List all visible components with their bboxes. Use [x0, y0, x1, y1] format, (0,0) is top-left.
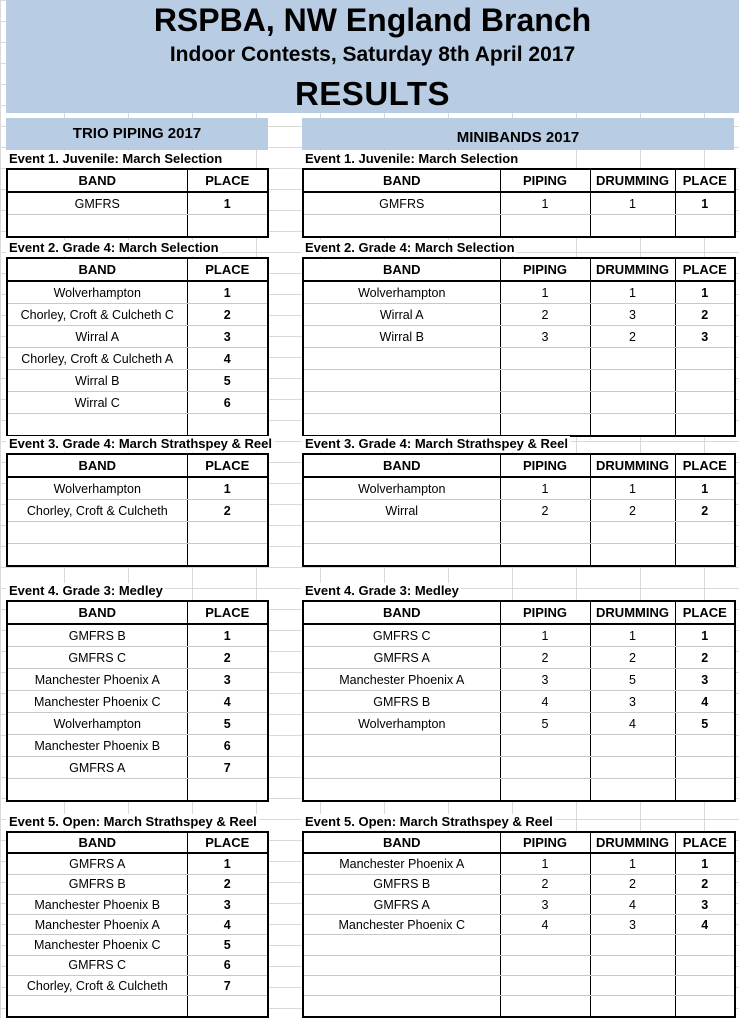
cell-piping: 1	[500, 853, 590, 874]
cell-band: GMFRS B	[7, 624, 187, 647]
table-row	[303, 779, 735, 802]
table-row	[7, 281, 268, 304]
table-row	[7, 894, 268, 914]
table-row	[7, 414, 268, 437]
cell-place: 2	[187, 500, 268, 522]
cell-place	[675, 955, 735, 975]
cell-drumming	[590, 414, 675, 437]
table-row	[303, 281, 735, 304]
table-row	[303, 735, 735, 757]
table-row	[7, 326, 268, 348]
header-place: PLACE	[187, 832, 268, 853]
header-place: PLACE	[675, 169, 735, 192]
cell-drumming: 1	[590, 477, 675, 500]
cell-band	[303, 779, 500, 802]
cell-drumming	[590, 996, 675, 1017]
header-drumming: DRUMMING	[590, 454, 675, 477]
branch-title: RSPBA, NW England Branch	[153, 2, 592, 38]
cell-place: 2	[187, 647, 268, 669]
cell-piping: 1	[500, 624, 590, 647]
header-band: BAND	[7, 601, 187, 624]
cell-drumming	[590, 735, 675, 757]
table-row	[7, 544, 268, 567]
cell-band: Wirral C	[7, 392, 187, 414]
cell-piping	[500, 779, 590, 802]
cell-place: 5	[675, 713, 735, 735]
cell-band: Wirral	[303, 500, 500, 522]
cell-band: GMFRS B	[7, 874, 187, 894]
cell-piping	[500, 414, 590, 437]
cell-place: 5	[187, 370, 268, 392]
cell-band	[303, 414, 500, 437]
header-place: PLACE	[187, 601, 268, 624]
cell-place: 2	[187, 874, 268, 894]
cell-place	[675, 544, 735, 567]
cell-drumming	[590, 779, 675, 802]
trio-event-2-table	[6, 257, 269, 437]
cell-place: 1	[187, 624, 268, 647]
table-row	[303, 713, 735, 735]
table-row	[7, 477, 268, 500]
cell-band: Wirral A	[7, 326, 187, 348]
cell-band: Chorley, Croft & Culcheth C	[7, 304, 187, 326]
header-place: PLACE	[187, 258, 268, 281]
mini-event-4-table	[302, 600, 736, 802]
header-band: BAND	[303, 601, 500, 624]
table-row	[303, 976, 735, 996]
cell-place: 4	[187, 348, 268, 370]
header-place: PLACE	[187, 169, 268, 192]
trio-event-1-table	[6, 168, 269, 238]
cell-band	[7, 996, 187, 1017]
cell-place: 4	[187, 691, 268, 713]
table-row	[7, 691, 268, 713]
cell-band: GMFRS C	[303, 624, 500, 647]
table-row	[303, 955, 735, 975]
cell-band: Wirral A	[303, 304, 500, 326]
table-row	[303, 348, 735, 370]
cell-band: Manchester Phoenix C	[7, 691, 187, 713]
cell-band: Wolverhampton	[7, 477, 187, 500]
cell-band	[303, 215, 500, 238]
table-row	[7, 647, 268, 669]
cell-place: 3	[187, 894, 268, 914]
contest-subtitle: Indoor Contests, Saturday 8th April 2017	[169, 43, 576, 66]
table-row	[303, 304, 735, 326]
cell-piping	[500, 935, 590, 955]
header-piping: PIPING	[500, 454, 590, 477]
table-row	[7, 735, 268, 757]
cell-drumming: 3	[590, 304, 675, 326]
table-row	[303, 326, 735, 348]
cell-band: GMFRS	[303, 192, 500, 215]
results-heading: RESULTS	[294, 75, 451, 112]
table-row	[303, 370, 735, 392]
table-row	[303, 853, 735, 874]
cell-band: Wolverhampton	[303, 713, 500, 735]
cell-place	[675, 348, 735, 370]
cell-band: GMFRS	[7, 192, 187, 215]
table-row	[7, 370, 268, 392]
cell-piping	[500, 955, 590, 975]
cell-place: 3	[675, 326, 735, 348]
cell-band: Manchester Phoenix A	[7, 669, 187, 691]
cell-band: Wolverhampton	[303, 281, 500, 304]
cell-place	[187, 779, 268, 802]
table-row	[7, 996, 268, 1017]
cell-band	[7, 414, 187, 437]
header-place: PLACE	[675, 454, 735, 477]
cell-place	[675, 370, 735, 392]
cell-piping	[500, 735, 590, 757]
header-band: BAND	[7, 258, 187, 281]
header-piping: PIPING	[500, 832, 590, 853]
table-row	[7, 669, 268, 691]
cell-drumming: 3	[590, 915, 675, 935]
mini-event-1-table	[302, 168, 736, 238]
cell-band	[303, 522, 500, 544]
mini-event-2-table	[302, 257, 736, 437]
table-row	[7, 500, 268, 522]
table-row	[7, 935, 268, 955]
cell-place: 2	[675, 500, 735, 522]
mini-event-4-label: Event 4. Grade 3: Medley	[302, 583, 461, 599]
cell-band	[303, 392, 500, 414]
cell-drumming: 2	[590, 874, 675, 894]
table-row	[303, 414, 735, 437]
cell-band: GMFRS A	[7, 853, 187, 874]
trio-event-5-label: Event 5. Open: March Strathspey & Reel	[6, 814, 259, 830]
mini-event-5-label: Event 5. Open: March Strathspey & Reel	[302, 814, 555, 830]
cell-band: Manchester Phoenix B	[7, 735, 187, 757]
table-row	[7, 915, 268, 935]
cell-band: Manchester Phoenix A	[303, 669, 500, 691]
cell-place: 5	[187, 935, 268, 955]
header-band: BAND	[7, 169, 187, 192]
cell-place	[675, 414, 735, 437]
cell-piping	[500, 348, 590, 370]
table-row	[303, 477, 735, 500]
header-drumming: DRUMMING	[590, 258, 675, 281]
trio-event-5-table	[6, 831, 269, 1018]
cell-place	[675, 735, 735, 757]
table-row	[7, 757, 268, 779]
header-drumming: DRUMMING	[590, 169, 675, 192]
cell-band: GMFRS C	[7, 647, 187, 669]
table-row	[303, 522, 735, 544]
cell-place: 1	[187, 477, 268, 500]
table-row	[7, 215, 268, 238]
header-piping: PIPING	[500, 258, 590, 281]
table-row	[303, 894, 735, 914]
trio-event-3-label: Event 3. Grade 4: March Strathspey & Reel	[6, 436, 274, 452]
cell-drumming: 4	[590, 713, 675, 735]
cell-band: Manchester Phoenix B	[7, 894, 187, 914]
table-row	[303, 392, 735, 414]
cell-band: GMFRS B	[303, 874, 500, 894]
cell-place: 4	[675, 915, 735, 935]
cell-place: 6	[187, 392, 268, 414]
cell-place	[675, 996, 735, 1017]
cell-piping	[500, 757, 590, 779]
cell-place	[187, 996, 268, 1017]
cell-drumming	[590, 522, 675, 544]
cell-drumming	[590, 392, 675, 414]
header-place: PLACE	[675, 601, 735, 624]
cell-piping: 2	[500, 874, 590, 894]
cell-drumming	[590, 370, 675, 392]
header-place: PLACE	[187, 454, 268, 477]
cell-place	[187, 544, 268, 567]
cell-band: Manchester Phoenix A	[7, 915, 187, 935]
cell-band	[7, 522, 187, 544]
cell-drumming: 2	[590, 647, 675, 669]
cell-band: GMFRS A	[303, 894, 500, 914]
cell-drumming: 2	[590, 326, 675, 348]
cell-band	[303, 996, 500, 1017]
cell-drumming: 3	[590, 691, 675, 713]
header-band: BAND	[303, 258, 500, 281]
cell-place: 2	[675, 647, 735, 669]
header-piping: PIPING	[500, 601, 590, 624]
cell-piping: 3	[500, 669, 590, 691]
mini-event-5-table	[302, 831, 736, 1018]
cell-band	[7, 215, 187, 238]
cell-drumming	[590, 955, 675, 975]
cell-place: 3	[187, 669, 268, 691]
cell-place: 3	[675, 669, 735, 691]
cell-band	[303, 348, 500, 370]
cell-piping	[500, 976, 590, 996]
table-row	[7, 522, 268, 544]
cell-band: GMFRS B	[303, 691, 500, 713]
cell-band	[303, 544, 500, 567]
table-row	[7, 624, 268, 647]
table-row	[303, 647, 735, 669]
header-piping: PIPING	[500, 169, 590, 192]
cell-piping: 1	[500, 477, 590, 500]
cell-place: 7	[187, 976, 268, 996]
cell-drumming	[590, 544, 675, 567]
cell-drumming: 2	[590, 500, 675, 522]
header-band: BAND	[7, 454, 187, 477]
cell-band: Manchester Phoenix C	[7, 935, 187, 955]
cell-place	[187, 215, 268, 238]
cell-place	[675, 976, 735, 996]
cell-band	[303, 935, 500, 955]
cell-band: Chorley, Croft & Culcheth	[7, 500, 187, 522]
cell-place: 1	[675, 281, 735, 304]
cell-place	[187, 414, 268, 437]
cell-band: Manchester Phoenix A	[303, 853, 500, 874]
mini-event-3-table	[302, 453, 736, 567]
cell-place: 1	[187, 853, 268, 874]
cell-place: 1	[187, 192, 268, 215]
header-place: PLACE	[675, 832, 735, 853]
cell-piping	[500, 370, 590, 392]
table-row	[303, 691, 735, 713]
cell-piping: 5	[500, 713, 590, 735]
cell-band	[303, 370, 500, 392]
table-row	[303, 624, 735, 647]
cell-drumming	[590, 348, 675, 370]
header-band: BAND	[303, 169, 500, 192]
cell-band: Wirral B	[7, 370, 187, 392]
header-band: BAND	[7, 832, 187, 853]
cell-place: 2	[187, 304, 268, 326]
table-row	[7, 874, 268, 894]
table-row	[7, 779, 268, 802]
cell-place	[675, 392, 735, 414]
cell-place	[675, 935, 735, 955]
cell-piping: 2	[500, 500, 590, 522]
table-row	[7, 392, 268, 414]
mini-event-2-label: Event 2. Grade 4: March Selection	[302, 240, 517, 256]
cell-band: Wolverhampton	[7, 281, 187, 304]
table-row	[7, 304, 268, 326]
cell-place: 1	[675, 192, 735, 215]
table-row	[303, 874, 735, 894]
cell-band	[303, 757, 500, 779]
cell-place: 3	[675, 894, 735, 914]
trio-event-4-label: Event 4. Grade 3: Medley	[6, 583, 165, 599]
table-row	[303, 996, 735, 1017]
header-drumming: DRUMMING	[590, 601, 675, 624]
header-band: BAND	[303, 454, 500, 477]
mini-event-1-label: Event 1. Juvenile: March Selection	[302, 151, 520, 167]
table-row	[303, 215, 735, 238]
cell-place	[675, 757, 735, 779]
cell-drumming: 1	[590, 853, 675, 874]
table-row	[303, 915, 735, 935]
cell-band: GMFRS A	[7, 757, 187, 779]
table-row	[303, 757, 735, 779]
cell-band: Wolverhampton	[7, 713, 187, 735]
table-row	[303, 935, 735, 955]
trio-event-1-label: Event 1. Juvenile: March Selection	[6, 151, 224, 167]
cell-place: 1	[675, 624, 735, 647]
header-band: BAND	[303, 832, 500, 853]
cell-place: 1	[675, 477, 735, 500]
header-drumming: DRUMMING	[590, 832, 675, 853]
table-row	[303, 669, 735, 691]
cell-band: Manchester Phoenix C	[303, 915, 500, 935]
cell-drumming: 1	[590, 192, 675, 215]
cell-band: Wolverhampton	[303, 477, 500, 500]
cell-piping	[500, 544, 590, 567]
cell-drumming	[590, 935, 675, 955]
cell-piping: 3	[500, 326, 590, 348]
cell-place: 7	[187, 757, 268, 779]
cell-piping: 1	[500, 281, 590, 304]
header-place: PLACE	[675, 258, 735, 281]
table-row	[7, 192, 268, 215]
table-row	[7, 713, 268, 735]
table-row	[303, 500, 735, 522]
minibands-section-title: MINIBANDS 2017	[302, 118, 734, 150]
cell-place: 2	[675, 874, 735, 894]
cell-place	[675, 779, 735, 802]
table-row	[7, 348, 268, 370]
cell-band: GMFRS A	[303, 647, 500, 669]
cell-place	[675, 522, 735, 544]
table-row	[303, 192, 735, 215]
cell-place: 1	[675, 853, 735, 874]
table-row	[7, 976, 268, 996]
cell-drumming	[590, 976, 675, 996]
table-row	[7, 955, 268, 975]
cell-band	[303, 955, 500, 975]
cell-drumming: 1	[590, 624, 675, 647]
cell-piping: 3	[500, 894, 590, 914]
cell-piping: 1	[500, 192, 590, 215]
cell-drumming	[590, 757, 675, 779]
cell-drumming: 5	[590, 669, 675, 691]
cell-piping	[500, 392, 590, 414]
cell-place: 6	[187, 955, 268, 975]
cell-drumming	[590, 215, 675, 238]
cell-place	[187, 522, 268, 544]
cell-place: 4	[675, 691, 735, 713]
cell-band: GMFRS C	[7, 955, 187, 975]
cell-band	[303, 735, 500, 757]
cell-place: 3	[187, 326, 268, 348]
trio-event-2-label: Event 2. Grade 4: March Selection	[6, 240, 221, 256]
cell-piping	[500, 522, 590, 544]
cell-band: Chorley, Croft & Culcheth	[7, 976, 187, 996]
cell-piping	[500, 996, 590, 1017]
cell-place	[675, 215, 735, 238]
results-header	[6, 0, 739, 113]
trio-event-4-table	[6, 600, 269, 802]
cell-band	[7, 779, 187, 802]
cell-piping: 4	[500, 691, 590, 713]
table-row	[7, 853, 268, 874]
cell-place: 5	[187, 713, 268, 735]
cell-band: Wirral B	[303, 326, 500, 348]
cell-band	[303, 976, 500, 996]
cell-piping: 4	[500, 915, 590, 935]
mini-event-3-label: Event 3. Grade 4: March Strathspey & Reel	[302, 436, 570, 452]
cell-piping: 2	[500, 647, 590, 669]
table-row	[303, 544, 735, 567]
cell-piping	[500, 215, 590, 238]
trio-event-3-table	[6, 453, 269, 567]
cell-band	[7, 544, 187, 567]
cell-place: 2	[675, 304, 735, 326]
cell-place: 4	[187, 915, 268, 935]
cell-piping: 2	[500, 304, 590, 326]
cell-drumming: 1	[590, 281, 675, 304]
cell-band: Chorley, Croft & Culcheth A	[7, 348, 187, 370]
cell-drumming: 4	[590, 894, 675, 914]
cell-place: 1	[187, 281, 268, 304]
cell-place: 6	[187, 735, 268, 757]
trio-section-title: TRIO PIPING 2017	[6, 118, 268, 150]
